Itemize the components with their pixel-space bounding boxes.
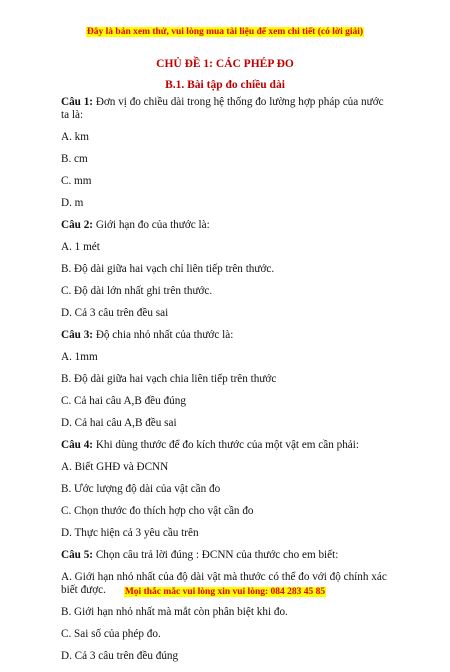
contact-notice-text: Mọi thắc mắc vui lòng xin vui lòng: 084 283 45 85	[124, 587, 326, 597]
option-1b: B. cm	[61, 153, 88, 165]
contact-notice-banner	[0, 587, 450, 597]
option-2c: C. Độ dài lớn nhất ghi trên thước.	[61, 285, 213, 297]
option-3b: B. Độ dài giữa hai vạch chia liên tiếp trên thước	[61, 373, 277, 385]
option-4a: A. Biết GHĐ và ĐCNN	[61, 461, 169, 473]
preview-notice-text: Đây là bản xem thử, vui lòng mua tài liệu để xem chi tiết (có lời giải)	[86, 27, 364, 37]
option-3d: D. Cả hai câu A,B đều sai	[61, 417, 177, 429]
question-2	[61, 219, 392, 232]
chapter-title: CHỦ ĐỀ 1: CÁC PHÉP ĐO	[156, 58, 294, 70]
question-label: Câu 4:	[61, 439, 94, 451]
question-label: Câu 2:	[61, 219, 94, 231]
question-label: Câu 5:	[61, 549, 94, 561]
question-5	[61, 549, 392, 562]
option-5c: C. Sai số của phép đo.	[61, 628, 161, 640]
option-2d: D. Cả 3 câu trên đều sai	[61, 307, 169, 319]
option-3a: A. 1mm	[61, 351, 98, 363]
question-text: Độ chia nhỏ nhất của thước là:	[93, 329, 234, 341]
option-5b: B. Giới hạn nhỏ nhất mà mắt còn phân biệt khi đo.	[61, 606, 288, 618]
question-label: Câu 3:	[61, 329, 94, 341]
question-label: Câu 1:	[61, 96, 94, 108]
option-1d: D. m	[61, 197, 84, 209]
option-4b: B. Ước lượng độ dài của vật cần đo	[61, 483, 221, 495]
option-4d: D. Thực hiện cả 3 yêu cầu trên	[61, 527, 199, 539]
question-text: Khi dùng thước để đo kích thước của một vật em cần phải:	[93, 439, 359, 451]
section-subtitle: B.1. Bài tập đo chiều dài	[165, 79, 285, 91]
option-2a: A. 1 mét	[61, 241, 100, 253]
question-text: Chọn câu trả lời đúng : ĐCNN của thước cho em biết:	[93, 549, 339, 561]
option-2b: B. Độ dài giữa hai vạch chỉ liên tiếp trên thước.	[61, 263, 275, 275]
option-4c: C. Chọn thước đo thích hợp cho vật cần đo	[61, 505, 254, 517]
question-text: Đơn vị đo chiều dài trong hệ thống đo lường hợp pháp của nước ta là:	[61, 96, 384, 121]
preview-notice-banner	[0, 27, 450, 37]
question-4	[61, 439, 392, 452]
option-5a: A. Giới hạn nhỏ nhất của độ dài vật mà thước có thể đo với độ chính xác biết được.	[61, 571, 387, 596]
question-list	[61, 96, 392, 672]
question-3	[61, 329, 392, 342]
option-3c: C. Cả hai câu A,B đều đúng	[61, 395, 186, 407]
option-5d: D. Cả 3 câu trên đều đúng	[61, 650, 179, 662]
question-1	[61, 96, 392, 122]
option-1c: C. mm	[61, 175, 92, 187]
option-1a: A. km	[61, 131, 89, 143]
question-text: Giới hạn đo của thước là:	[93, 219, 210, 231]
heading-block	[0, 57, 450, 93]
